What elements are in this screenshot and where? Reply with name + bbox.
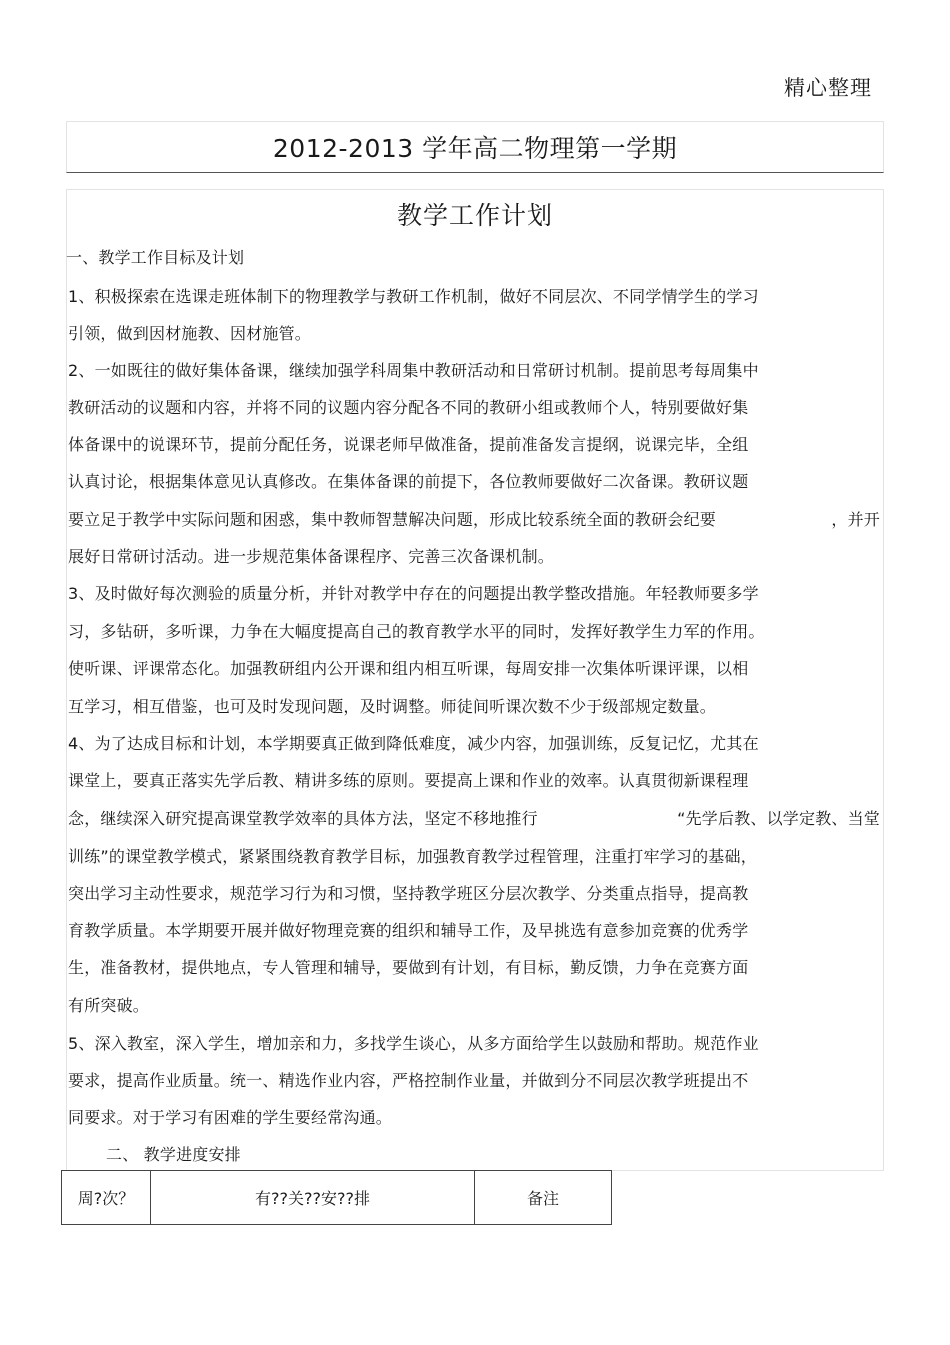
section-heading: 教学工作计划 xyxy=(396,201,553,230)
paragraph-line: 互学习，相互借鉴，也可及时发现问题，及时调整。师徒间听课次数不少于级部规定数量。 xyxy=(68,697,717,716)
paragraph-line: 有所突破。 xyxy=(68,996,150,1015)
paragraph-line: 2、一如既往的做好集体备课，继续加强学科周集中教研活动和日常研讨机制。提前思考每周集中 xyxy=(68,361,759,380)
paragraph-line: 引领，做到因材施教、因材施管。 xyxy=(68,324,312,343)
paragraph-line: 要求，提高作业质量。统一、精选作业内容，严格控制作业量，并做到分不同层次教学班提出不 xyxy=(68,1071,749,1090)
paragraph-line: 同要求。对于学习有困难的学生要经常沟通。 xyxy=(68,1108,393,1127)
paragraph-line: 展好日常研讨活动。进一步规范集体备课程序、完善三次备课机制。 xyxy=(68,547,555,566)
paragraph-line: 育教学质量。本学期要开展并做好物理竞赛的组织和辅导工作，及早挑选有意参加竞赛的优秀学 xyxy=(68,921,749,940)
paragraph-line: 4、为了达成目标和计划，本学期要真正做到降低难度，减少内容，加强训练，反复记忆，尤其在 xyxy=(68,734,759,753)
section1-heading: 一、教学工作目标及计划 xyxy=(66,248,245,267)
paragraph-line: 念，继续深入研究提高课堂教学效率的具体方法，坚定不移地推行 xyxy=(68,809,538,828)
paragraph-line: 要立足于教学中实际问题和困惑，集中教师智慧解决问题，形成比较系统全面的教研会纪要 xyxy=(68,510,717,529)
paragraph-line: 教研活动的议题和内容，并将不同的议题内容分配各不同的教研小组或教师个人，特别要做好集 xyxy=(68,398,749,417)
paragraph-line: 突出学习主动性要求，规范学习行为和习惯，坚持教学班区分层次教学、分类重点指导，提高教 xyxy=(68,884,749,903)
progress-table xyxy=(61,1170,612,1225)
paragraph-line: 习，多钻研，多听课，力争在大幅度提高自己的教育教学水平的同时，发挥好教学生力军的作用。 xyxy=(68,622,765,641)
paragraph-line: ，并开 xyxy=(831,510,880,529)
table-header-week: 周?次？ xyxy=(62,1171,151,1225)
section2-heading: 二、 教学进度安排 xyxy=(106,1145,241,1164)
paragraph-line: 生，准备教材，提供地点，专人管理和辅导，要做到有计划，有目标，勤反馈，力争在竞赛方面 xyxy=(68,958,749,977)
paragraph-line: 认真讨论，根据集体意见认真修改。在集体备课的前提下，各位教师要做好二次备课。教研议题 xyxy=(68,472,749,491)
paragraph-line: 使听课、评课常态化。加强教研组内公开课和组内相互听课，每周安排一次集体听课评课，以相 xyxy=(68,659,749,678)
paragraph-line: 体备课中的说课环节，提前分配任务，说课老师早做准备，提前准备发言提纲，说课完毕，全组 xyxy=(68,435,749,454)
table-header-content: 有??关??安??排 xyxy=(151,1171,475,1225)
paragraph-line: 课堂上，要真正落实先学后教、精讲多练的原则。要提高上课和作业的效率。认真贯彻新课程理 xyxy=(68,771,749,790)
document-title: 2012-2013 学年高二物理第一学期 xyxy=(272,134,678,163)
table-header-row xyxy=(62,1171,612,1225)
paragraph-line: 3、及时做好每次测验的质量分析，并针对教学中存在的问题提出教学整改措施。年轻教师要多学 xyxy=(68,584,759,603)
paragraph-line: “先学后教、以学定教、当堂 xyxy=(677,809,880,828)
table-header-notes: 备注 xyxy=(475,1171,612,1225)
paragraph-line: 1、积极探索在选课走班体制下的物理教学与教研工作机制，做好不同层次、不同学情学生的学习 xyxy=(68,287,759,306)
paragraph-line: 训练”的课堂教学模式，紧紧围绕教育教学目标，加强教育教学过程管理，注重打牢学习的基础， xyxy=(68,847,757,866)
title-box xyxy=(66,121,884,173)
paragraph-line: 5、深入教室，深入学生，增加亲和力，多找学生谈心，从多方面给学生以鼓励和帮助。规范作业 xyxy=(68,1034,759,1053)
header-note: 精心整理 xyxy=(784,76,872,100)
